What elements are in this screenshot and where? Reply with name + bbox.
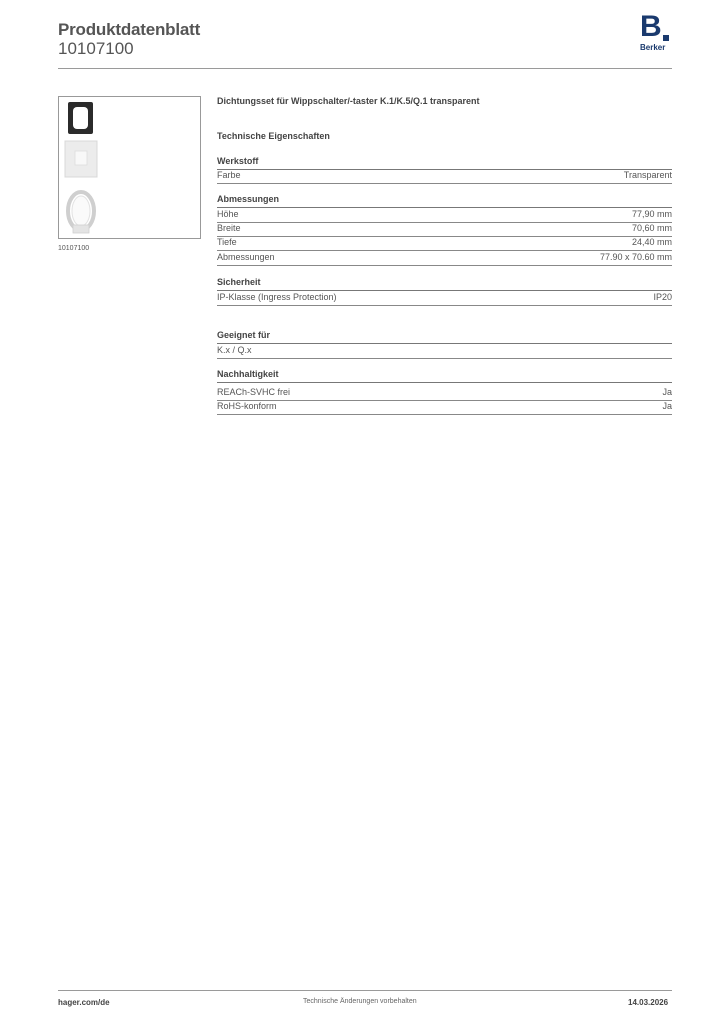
logo-text: Berker: [640, 43, 666, 52]
row-value: Transparent: [623, 170, 672, 180]
table-row: [217, 345, 672, 359]
table-row: [217, 223, 672, 237]
footer-divider: [58, 990, 672, 991]
row-label: Farbe: [217, 170, 241, 180]
table-row: [217, 237, 672, 251]
row-value: Ja: [662, 401, 672, 411]
footer-date: 14.03.2026: [628, 998, 669, 1007]
row-label: Tiefe: [217, 237, 237, 247]
section-geeignet: Geeignet für: [217, 330, 672, 344]
row-label: IP-Klasse (Ingress Protection): [217, 292, 337, 302]
section-abmessungen: Abmessungen: [217, 194, 672, 208]
section-sicherheit: Sicherheit: [217, 277, 672, 291]
image-caption: 10107100: [58, 245, 90, 252]
section-werkstoff: Werkstoff: [217, 156, 672, 170]
logo-letter: B: [640, 10, 662, 43]
page-title: Produktdatenblatt: [58, 20, 201, 39]
table-row: [217, 387, 672, 401]
header-divider: [58, 68, 672, 69]
table-row: [217, 209, 672, 223]
section-nachhaltigkeit: Nachhaltigkeit: [217, 369, 672, 383]
tech-properties-title: Technische Eigenschaften: [217, 131, 330, 141]
row-label: REACh-SVHC frei: [217, 387, 291, 397]
table-row: [217, 401, 672, 415]
product-image-svg: [59, 97, 200, 238]
row-label: Breite: [217, 223, 241, 233]
product-title: Dichtungsset für Wippschalter/-taster K.1/K.5/Q.1 transparent: [217, 96, 480, 106]
table-row: [217, 170, 672, 184]
row-label: K.x / Q.x: [217, 345, 252, 355]
footer-disclaimer: Technische Änderungen vorbehalten: [303, 998, 417, 1005]
logo-dot: [663, 35, 669, 41]
product-image: [58, 96, 201, 239]
table-row: [217, 292, 672, 306]
row-label: RoHS-konform: [217, 401, 277, 411]
row-value: 77.90 x 70.60 mm: [599, 252, 672, 262]
row-value: 70,60 mm: [631, 223, 672, 233]
row-label: Höhe: [217, 209, 239, 219]
product-number: 10107100: [58, 39, 134, 58]
row-value: IP20: [653, 292, 672, 302]
berker-logo: [638, 10, 674, 56]
row-label: Abmessungen: [217, 252, 275, 262]
table-row: [217, 252, 672, 266]
row-value: Ja: [662, 387, 672, 397]
row-value: 77,90 mm: [631, 209, 672, 219]
row-value: 24,40 mm: [631, 237, 672, 247]
footer-website-link[interactable]: hager.com/de: [58, 998, 110, 1007]
